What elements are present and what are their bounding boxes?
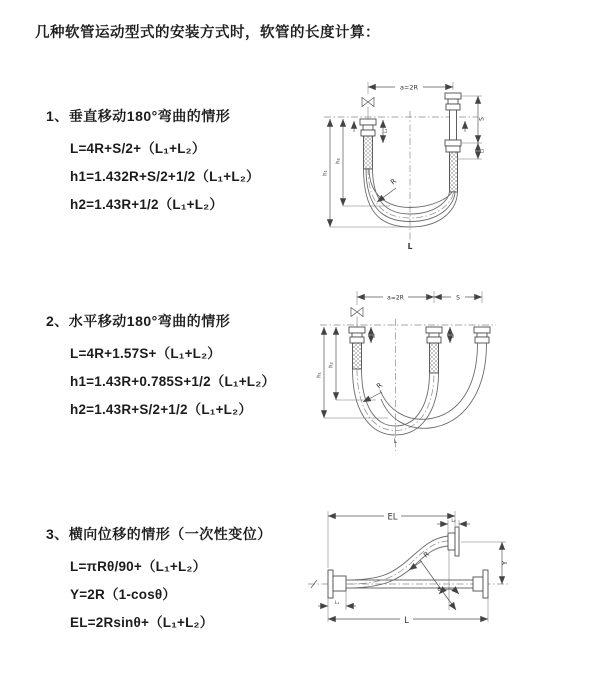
flange-neck (363, 125, 373, 130)
radius-leader (363, 392, 382, 402)
valve-icon (362, 98, 374, 107)
formula-line: h1=1.432R+S/2+1/2（L₁+L₂） (70, 169, 260, 184)
flange (349, 327, 365, 333)
hose-curve (369, 168, 452, 208)
dim-label-h2: h₂ (328, 362, 335, 368)
hose-curve-shifted (380, 343, 478, 419)
formula-line: EL=2Rsinθ+（L₁+L₂） (70, 615, 214, 630)
flange-nut (446, 104, 460, 110)
flange (445, 93, 461, 99)
formula-line: L=4R+1.57S+（L₁+L₂） (70, 346, 221, 361)
flange-hub (448, 533, 455, 550)
hose-s-curve (346, 546, 448, 588)
dim-label-el: EL (387, 512, 398, 523)
braided-hose-section (364, 136, 373, 169)
flange (426, 327, 442, 333)
flange (445, 140, 461, 146)
pipe-section (450, 110, 457, 140)
flange-nut (350, 337, 364, 343)
flange-hub (333, 576, 346, 591)
angle-tangent-line (420, 560, 456, 610)
flange (474, 327, 490, 333)
braided-hose-section (430, 343, 439, 373)
hose-curve (364, 168, 458, 227)
flange-nut (475, 337, 489, 343)
radius-label: R (422, 550, 432, 560)
flange-nut (427, 337, 441, 343)
diagram-vertical-180-bend (310, 75, 580, 260)
dim-label-h1: h₁ (316, 372, 323, 378)
flange-neck (429, 333, 439, 337)
diagram-horizontal-180-bend (310, 283, 580, 463)
flange-nut (361, 130, 375, 136)
dim-label-l2: L₂ (450, 334, 455, 338)
braided-hose-section (353, 343, 362, 369)
diagram-lateral-displacement (300, 498, 600, 653)
formula-line: h1=1.43R+0.785S+1/2（L₁+L₂） (70, 374, 276, 389)
dim-label-l2: L₂ (451, 519, 456, 524)
length-label: L (393, 438, 398, 445)
valve-icon (351, 308, 363, 317)
hose-centerline (368, 168, 454, 218)
hose-curve (366, 168, 455, 222)
section-2-heading: 2、水平移动180°弯曲的情形 (46, 313, 231, 329)
hose-s-curve (346, 536, 448, 580)
angle-label: θ (437, 587, 441, 593)
dim-label-l2: L₂ (480, 148, 486, 154)
dim-label-l1: L₁ (384, 128, 389, 134)
formula-line: h2=1.43R+S/2+1/2（L₁+L₂） (70, 402, 253, 417)
formula-line: h2=1.43R+1/2（L₁+L₂） (70, 197, 224, 212)
flange-neck (477, 333, 487, 337)
formula-line: L=πRθ/90+（L₁+L₂） (70, 559, 207, 574)
dim-label-a2r: a=2R (387, 294, 404, 302)
flange (455, 527, 459, 556)
dim-label-l1: L₁ (334, 601, 340, 606)
formula-line: Y=2R（1-cosθ） (70, 587, 177, 602)
dim-label-l1: L₁ (371, 334, 376, 338)
section-1-heading: 1、垂直移动180°弯曲的情形 (46, 108, 231, 124)
dim-label-s: S (478, 117, 486, 121)
dim-label-a2r: a=2R (399, 83, 419, 92)
dim-label-h1: h₁ (322, 170, 329, 176)
length-label: L (407, 242, 413, 251)
flange (483, 570, 488, 598)
flange (328, 570, 333, 598)
radius-leader (409, 561, 422, 570)
dim-label-h2: h₂ (335, 158, 342, 164)
formula-line: L=4R+S/2+（L₁+L₂） (70, 141, 206, 156)
radius-leader (377, 188, 396, 202)
page-title: 几种软管运动型式的安装方式时，软管的长度计算： (35, 25, 380, 41)
braided-hose-section (450, 152, 458, 192)
flange (360, 119, 376, 125)
dim-label-l: L (404, 616, 409, 626)
flange-neck (352, 333, 362, 337)
flange-hub (473, 577, 483, 591)
flange-nut (446, 146, 460, 152)
section-3-heading: 3、横向位移的情形（一次性变位） (46, 526, 272, 542)
radius-label: R (389, 177, 399, 187)
dim-label-s: S (456, 294, 460, 302)
radius-label: R (375, 381, 385, 391)
flange-neck (448, 99, 458, 104)
dim-label-y: Y (501, 560, 509, 566)
